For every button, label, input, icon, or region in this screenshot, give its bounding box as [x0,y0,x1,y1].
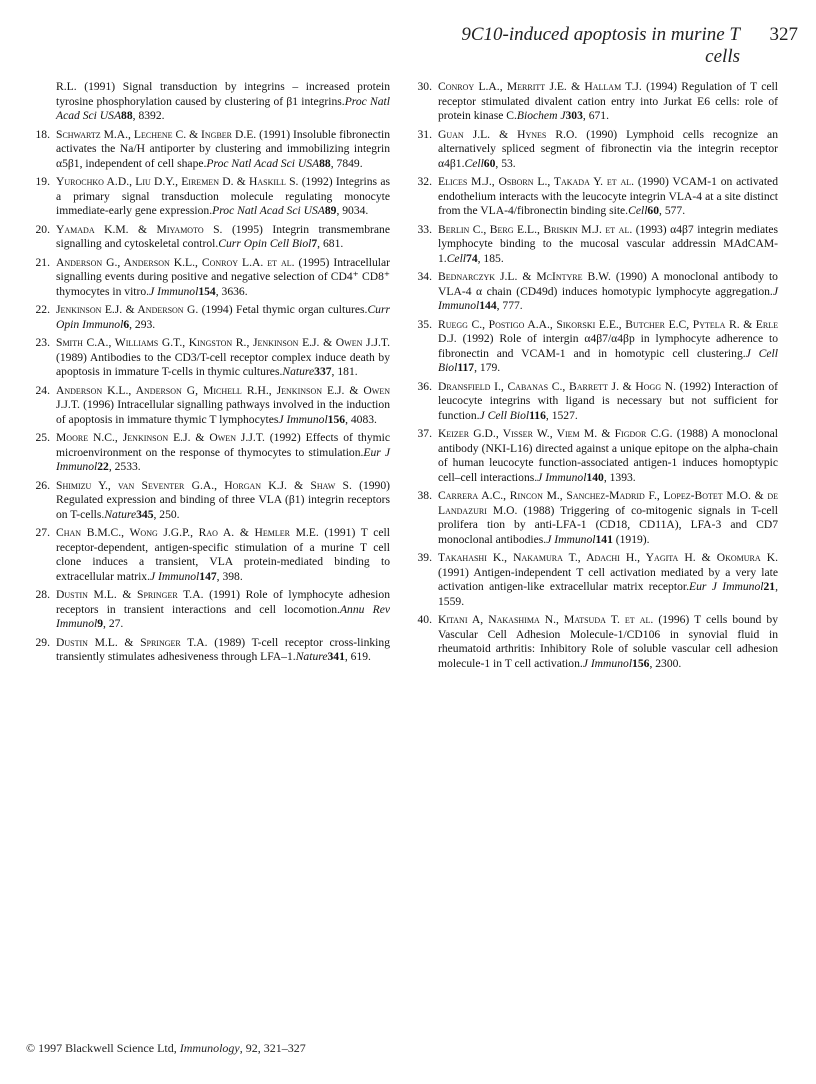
reference-item [28,336,390,380]
reference-pages: (1919). [612,532,650,546]
reference-number: 25. [35,431,50,444]
reference-title: (1989) Antibodies to the CD3/T-cell receptor complex induce death by apoptosis in immature T-cells in thymic cultures. [56,350,390,378]
page-number: 327 [769,24,798,45]
reference-item [28,256,390,300]
reference-number: 37. [417,427,432,440]
reference-number: 36. [417,379,432,393]
reference-item [410,427,778,485]
reference-item [28,175,390,219]
reference-volume: 7 [311,237,318,250]
reference-authors: Dransfield I., Cabanas C., Barrett J. & Hogg N. [438,379,677,393]
reference-journal: Eur J Immunol [56,445,390,473]
reference-title: (1992) Effects of thymic microenvironment on the response of thymocytes to stimulation. [56,431,390,459]
reference-pages: , 2533. [108,460,141,473]
reference-item [410,551,778,609]
reference-item [28,80,390,124]
copyright-footer [26,1041,306,1056]
reference-journal: Nature [104,507,137,521]
reference-authors: Bednarczyk J.L. & McIntyre B.W. [438,270,611,283]
reference-number: 39. [417,551,432,564]
reference-pages: , 250. [153,507,180,521]
reference-volume: 154 [198,284,216,298]
reference-number: 23. [35,336,50,349]
reference-journal: Proc Natl Acad Sci USA [56,94,390,122]
reference-authors: Anderson K.L., Anderson G, Michell R.H., Jenkinson E.J. & Owen J.J.T. [56,383,390,411]
reference-journal: Proc Natl Acad Sci USA [206,156,320,170]
reference-journal: Nature [295,650,328,663]
reference-item [410,318,778,376]
reference-authors: Carrera A.C., Rincon M., Sanchez-Madrid F., Lopez-Botet M.O. & de Landazuri M.O. [438,489,778,517]
reference-pages: , 27. [103,617,124,630]
reference-journal: Nature [282,365,315,378]
reference-item [410,80,778,124]
reference-volume: 141 [595,532,613,546]
reference-journal: J Immunol [438,284,778,312]
reference-title: (1992) Interaction of leucocyte integrins with ligand is necessary but not sufficient for function. [438,379,778,422]
reference-item [410,223,778,267]
reference-authors: Shimizu Y., van Seventer G.A., Horgan K.J. & Shaw S. [56,478,352,492]
reference-number: 24. [35,383,50,397]
reference-item [28,223,390,252]
reference-number: 29. [35,635,50,649]
reference-number: 33. [417,222,432,236]
reference-number: 28. [35,588,50,601]
reference-pages: , 1527. [545,408,578,422]
reference-list-left [28,80,390,669]
reference-authors: Elices M.J., Osborn L., Takada Y. et al. [438,175,635,188]
reference-number: 34. [417,270,432,283]
reference-volume: 303 [565,109,583,122]
reference-journal: Proc Natl Acad Sci USA [212,204,325,217]
reference-item [28,431,390,475]
reference-title: (1990) VCAM-1 on activated endothelium interacts with the leucocyte integrin VLA-4 at a site distinct from the VLA-4/fibronectin binding site. [438,175,778,217]
reference-item [410,270,778,314]
reference-pages: , 777. [496,299,523,312]
reference-volume: 144 [479,299,497,312]
reference-authors: Conroy L.A., Merritt J.E. & Hallam T.J. [438,80,642,93]
reference-authors: Keizer G.D., Visser W., Viem M. & Figdor C.G. [438,427,673,440]
reference-authors: Dustin M.L. & Springer T.A. [56,588,204,601]
reference-title: (1991) Role of lymphocyte adhesion receptors in transient interactions and cell locomotion. [56,588,390,616]
reference-pages: , 179. [474,361,501,374]
reference-volume: 116 [529,408,546,422]
reference-title: (1996) Intracellular signalling pathways involved in the induction of apoptosis in immature thymic T lymphocytes [56,398,390,426]
reference-journal: J Cell Biol [479,408,530,422]
reference-number: 19. [35,175,50,188]
reference-authors: Smith C.A., Williams G.T., Kingston R., Jenkinson E.J. & Owen J.J.T. [56,336,390,349]
reference-title: (1990) Regulated expression and binding of three VLA (β1) integrin receptors on T-cells. [56,478,390,521]
reference-pages: , 53. [495,156,516,170]
reference-item [410,380,778,424]
footer-journal: Immunology [179,1041,240,1055]
reference-authors: Kitani A, Nakashima N., Matsuda T. et al. [438,613,654,626]
reference-journal: Curr Opin Cell Biol [218,237,312,250]
reference-authors: Dustin M.L. & Springer T.A. [56,635,208,649]
reference-title: (1992) Role of intergin α4β7/α4βp in lymphocyte adherence to fibronectin and VCAM-1 and in homotypic cell clustering. [438,332,778,360]
reference-pages: , 3636. [215,284,248,298]
reference-volume: 156 [632,656,650,670]
reference-item [410,175,778,219]
reference-pages: , 1393. [603,470,636,484]
reference-journal: Biochem J [516,109,566,122]
reference-item [28,384,390,428]
reference-item [28,588,390,632]
reference-volume: 9 [97,617,104,630]
reference-authors: Yurochko A.D., Liu D.Y., Eiremen D. & Haskill S. [56,175,299,188]
reference-item [410,613,778,671]
reference-journal: J Immunol [149,284,199,298]
reference-pages: , 671. [582,109,609,122]
reference-volume: 88 [121,109,133,122]
running-title: 9C10-induced apoptosis in murine T cells [461,24,740,67]
reference-item [28,303,390,332]
reference-title: (1991) T cell receptor-dependent, antigen-specific stimulation of a murine T cell clone induces a transient, VLA protein-mediated binding to extracellular matrix. [56,526,390,583]
reference-title: (1989) T-cell receptor cross-linking transiently stimulates adhesiveness through LFA–1. [56,635,390,663]
reference-journal: Curr Opin Immunol [56,303,390,331]
reference-authors: Yamada K.M. & Miyamoto S. [56,222,223,236]
reference-authors: Moore N.C., Jenkinson E.J. & Owen J.J.T. [56,431,265,444]
reference-journal: Annu Rev Immunol [56,602,390,630]
reference-journal: Cell [464,156,484,170]
reference-number: 40. [417,613,432,626]
reference-journal: J Immunol [150,569,200,583]
reference-journal: J Cell Biol [438,346,778,374]
reference-title: (1992) Integrins as a primary signal transduction molecule regulating monocyte immediate-early gene expression. [56,175,390,217]
reference-pages: , 293. [129,317,156,331]
reference-pages: , 577. [659,204,686,217]
reference-item [410,489,778,547]
reference-number: 26. [35,478,50,492]
reference-journal: J Immunol [546,532,596,546]
reference-title: R.L. (1991) Signal transduction by integrins – increased protein tyrosine phosphorylation caused by clustering of β1 integrins. [56,80,390,108]
footer-prefix: © 1997 Blackwell Science Ltd, [26,1041,180,1055]
reference-number: 21. [35,255,50,269]
reference-item [28,526,390,584]
reference-number: 35. [417,317,432,331]
reference-title: (1988) Triggering of co-mitogenic signals in T-cell prolifera tion by anti-LFA-1 (CD18, CD11A), LFA-3 and CD7 monoclonal antibodies. [438,503,778,546]
reference-volume: 89 [324,204,337,217]
reference-journal: J Immunol [537,470,587,484]
reference-number: 38. [417,489,432,502]
reference-title: (1995) Intracellular signalling events during positive and negative selection of CD4⁺ CD8⁺ thymocytes in vitro. [56,255,390,298]
reference-title: (1988) A monoclonal antibody (NKI-L16) directed against a unique epitope on the alpha-chain of human leucocyte function-associated antigen-1 induces homoptypic cell–cell interactions. [438,427,779,484]
reference-authors: Guan J.L. & Hynes R.O. [438,127,578,141]
reference-pages: , 1559. [438,580,778,608]
reference-authors: Ruegg C., Postigo A.A., Sikorski E.E., Butcher E.C, Pytela R. & Erle D.J. [438,317,778,345]
reference-list-right [410,80,778,675]
reference-journal: Cell [628,204,648,217]
reference-authors: Anderson G., Anderson K.L., Conroy L.A. et al. [56,255,295,269]
reference-item [28,128,390,172]
reference-pages: , 185. [477,251,504,265]
reference-title: (1990) Lymphoid cells recognize an alternatively spliced segment of fibronectin via the integrin receptor α4β1. [438,127,778,170]
reference-pages: , 619. [344,650,371,663]
reference-volume: 147 [199,569,217,583]
reference-authors: Chan B.M.C., Wong J.G.P., Rao A. & Hemler M.E. [56,526,319,539]
reference-pages: , 398. [216,569,243,583]
reference-number: 31. [417,127,432,141]
reference-title: (1991) Antigen-independent T cell activation mediated by a very late activation antigen-like extracellular matrix receptor. [438,565,778,593]
reference-authors: Schwartz M.A., Lechene C. & Ingber D.E. [56,127,257,141]
reference-number: 32. [417,175,432,188]
reference-pages: , 4083. [345,412,377,426]
reference-volume: 88 [319,156,331,170]
reference-volume: 117 [457,361,475,374]
reference-number: 27. [35,526,50,539]
reference-title: (1993) α4β7 integrin mediates lymphocyte binding to the mucosal vascular addressin MAdCAM-1. [438,222,778,265]
reference-volume: 140 [586,470,604,484]
reference-volume: 74 [466,251,478,265]
reference-volume: 345 [136,507,154,521]
reference-authors: Jenkinson E.J. & Anderson G. [56,303,199,316]
reference-journal: J Immunol [278,412,328,426]
reference-title: (1991) Insoluble fibronectin activates the Na/H antiporter by clustering and immobilizing integrin α5β1, independent of cell shape. [56,127,390,170]
reference-authors: Berlin C., Berg E.L., Briskin M.J. et al. [438,222,633,236]
reference-title: (1994) Fetal thymic organ cultures. [198,303,368,316]
reference-pages: , 681. [317,237,344,250]
reference-volume: 60 [647,204,660,217]
reference-item [28,636,390,665]
reference-authors: Takahashi K., Nakamura T., Adachi H., Yagita H. & Okomura K. [438,551,778,564]
reference-number: 20. [35,222,50,236]
reference-pages: , 181. [331,365,358,378]
reference-pages: , 8392. [132,109,165,122]
reference-item [28,479,390,523]
reference-volume: 21 [763,580,776,593]
reference-title: (1996) T cells bound by Vascular Cell Adhesion Molecule-1/CD106 in synovial fluid in rheumatoid arthritis: Inhibitory Role of soluble vascular cell adhesion molecule-1 in T cell activation. [438,613,778,670]
reference-volume: 60 [483,156,496,170]
reference-title: (1990) A monoclonal antibody to VLA-4 α chain (CD49d) induces homotypic lymphocyte aggregation. [438,270,778,298]
reference-title: (1994) Regulation of T cell receptor stimulated divalent cation entry into Jurkat E6 cells: role of protein kinase C. [438,80,778,122]
reference-pages: , 7849. [330,156,363,170]
footer-suffix: , 92, 321–327 [239,1041,306,1055]
reference-volume: 337 [314,365,332,378]
reference-number: 18. [35,127,50,141]
reference-item [410,128,778,172]
reference-volume: 156 [327,412,346,426]
reference-volume: 6 [123,317,130,331]
reference-number: 30. [417,80,432,93]
reference-journal: Eur J Immunol [689,580,764,593]
reference-volume: 22 [97,460,109,473]
reference-number: 22. [35,303,50,316]
reference-pages: , 9034. [336,204,369,217]
reference-journal: J Immunol [582,656,633,670]
reference-journal: Cell [446,251,467,265]
reference-volume: 341 [327,650,345,663]
reference-pages: , 2300. [649,656,682,670]
reference-title: (1995) Integrin transmembrane signalling and cytoskeletal control. [56,222,390,250]
